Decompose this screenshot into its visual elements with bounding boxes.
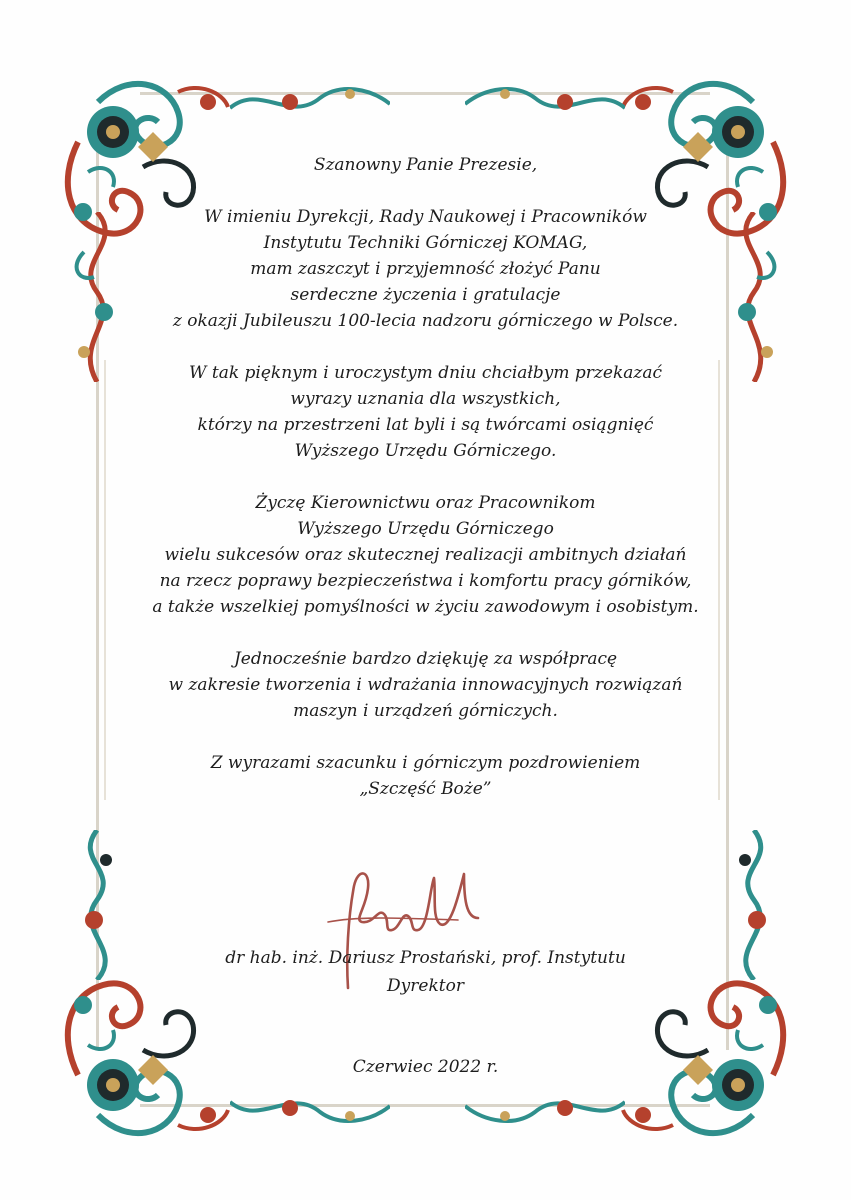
frame-left-inner-border (104, 360, 106, 800)
paragraph-4-line: w zakresie tworzenia i wdrażania innowacyjnych rozwiązań (168, 675, 683, 695)
paragraph-3-line: na rzecz poprawy bezpieczeństwa i komfortu pracy górników, (159, 571, 692, 591)
top-ornament-right (465, 78, 625, 130)
closing-line: „Szczęść Boże” (359, 779, 492, 799)
closing-line: Z wyrazami szacunku i górniczym pozdrowieniem (210, 753, 641, 773)
paragraph-1 (120, 204, 731, 334)
paragraph-3-line: Wyższego Urzędu Górniczego (297, 519, 554, 539)
closing (120, 750, 731, 802)
bottom-ornament-left (230, 1080, 390, 1132)
paragraph-3-line: Życzę Kierownictwu oraz Pracownikom (255, 493, 596, 513)
paragraph-1-line: Instytutu Techniki Górniczej KOMAG, (263, 233, 588, 253)
paragraph-4-line: Jednocześnie bardzo dziękuję za współpracę (233, 649, 618, 669)
paragraph-1-line: mam zaszczyt i przyjemność złożyć Panu (250, 259, 601, 279)
paragraph-2-line: Wyższego Urzędu Górniczego. (294, 441, 557, 461)
greeting: Szanowny Panie Prezesie, (313, 155, 538, 175)
paragraph-2 (120, 360, 731, 464)
top-ornament-left (230, 78, 390, 130)
paragraph-1-line: z okazji Jubileuszu 100-lecia nadzoru górniczego w Polsce. (172, 311, 679, 331)
paragraph-3 (120, 490, 731, 620)
paragraph-2-line: W tak pięknym i uroczystym dniu chciałbym przekazać (188, 363, 662, 383)
letter-body (120, 152, 731, 802)
paragraph-1-line: serdeczne życzenia i gratulacje (290, 285, 561, 305)
letter-date: Czerwiec 2022 r. (352, 1057, 499, 1077)
paragraph-4 (120, 646, 731, 724)
paragraph-1-line: W imieniu Dyrekcji, Rady Naukowej i Pracowników (204, 207, 647, 227)
paragraph-3-line: a także wszelkiej pomyślności w życiu zawodowym i osobistym. (152, 597, 699, 617)
paragraph-3-line: wielu sukcesów oraz skutecznej realizacji ambitnych działań (164, 545, 687, 565)
paragraph-2-line: wyrazy uznania dla wszystkich, (290, 389, 561, 409)
bottom-ornament-right (465, 1080, 625, 1132)
paragraph-2-line: którzy na przestrzeni lat byli i są twórcami osiągnięć (197, 415, 654, 435)
signatory-title: Dyrektor (387, 976, 464, 996)
signatory (120, 944, 731, 1000)
paragraph-4-line: maszyn i urządzeń górniczych. (293, 701, 558, 721)
signatory-name: dr hab. inż. Dariusz Prostański, prof. Instytutu (225, 948, 626, 968)
